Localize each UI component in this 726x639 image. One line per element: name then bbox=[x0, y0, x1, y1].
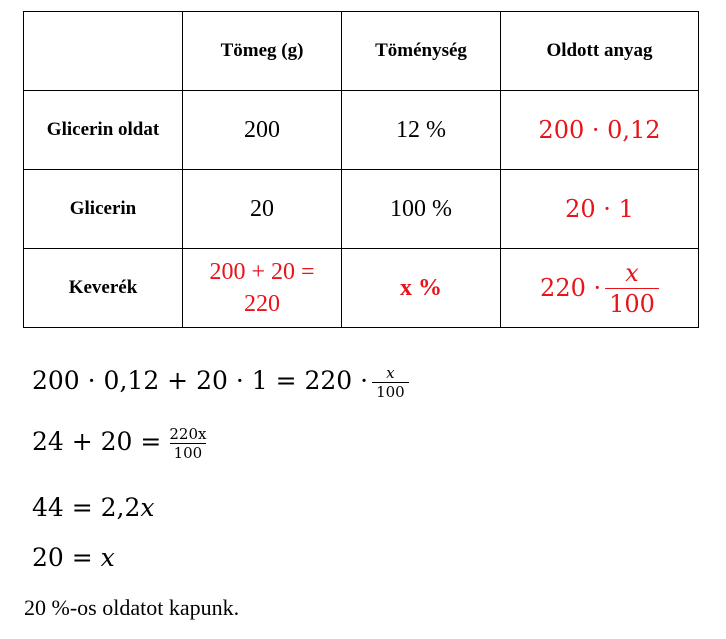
row-label: Keverék bbox=[24, 249, 183, 328]
concentration-cell: 100 % bbox=[342, 170, 501, 249]
solute-cell: 20 · 1 bbox=[501, 170, 699, 249]
mass-cell: 200 bbox=[183, 91, 342, 170]
fraction-denominator: 100 bbox=[605, 288, 659, 319]
table-header-row bbox=[24, 12, 699, 91]
header-empty bbox=[24, 12, 183, 91]
variable-x: x bbox=[100, 543, 115, 572]
mass-line-1: 200 + 20 = bbox=[209, 259, 315, 285]
mass-line-2: 220 bbox=[244, 291, 280, 317]
equation-4 bbox=[32, 543, 115, 572]
equation-2 bbox=[32, 425, 210, 462]
equation-lhs: 20 = bbox=[32, 543, 101, 572]
header-solute: Oldott anyag bbox=[501, 12, 699, 91]
mixture-table bbox=[23, 11, 699, 328]
solute-cell bbox=[501, 249, 699, 328]
header-mass: Tömeg (g) bbox=[183, 12, 342, 91]
equation-lhs: 44 = 2,2 bbox=[32, 493, 141, 522]
equation-lhs: 24 + 20 = bbox=[32, 427, 162, 456]
solute-cell: 200 · 0,12 bbox=[501, 91, 699, 170]
row-label: Glicerin oldat bbox=[24, 91, 183, 170]
fraction-numerator bbox=[382, 364, 398, 382]
header-concentration: Töménység bbox=[342, 12, 501, 91]
mass-cell bbox=[183, 249, 342, 328]
equation-3 bbox=[32, 493, 155, 522]
fraction-denominator: 100 bbox=[170, 443, 207, 462]
result-text: 20 %-os oldatot kapunk. bbox=[24, 595, 240, 620]
solute-lead: 220 · bbox=[540, 274, 602, 302]
variable-x: x bbox=[140, 493, 155, 522]
equation-lhs: 200 · 0,12 + 20 · 1 = 220 · bbox=[32, 366, 369, 395]
fraction-numerator: x bbox=[625, 258, 639, 287]
table-row bbox=[24, 170, 699, 249]
equation-fraction bbox=[165, 425, 210, 462]
equation-1 bbox=[32, 364, 409, 401]
solute-fraction bbox=[605, 258, 659, 319]
table-row bbox=[24, 91, 699, 170]
variable-x: x bbox=[386, 364, 395, 382]
concentration-cell: x % bbox=[342, 249, 501, 328]
fraction-denominator: 100 bbox=[372, 382, 409, 401]
mass-cell: 20 bbox=[183, 170, 342, 249]
table-row bbox=[24, 249, 699, 328]
equation-fraction bbox=[372, 364, 409, 401]
concentration-cell: 12 % bbox=[342, 91, 501, 170]
row-label: Glicerin bbox=[24, 170, 183, 249]
fraction-numerator: 220x bbox=[169, 425, 207, 443]
